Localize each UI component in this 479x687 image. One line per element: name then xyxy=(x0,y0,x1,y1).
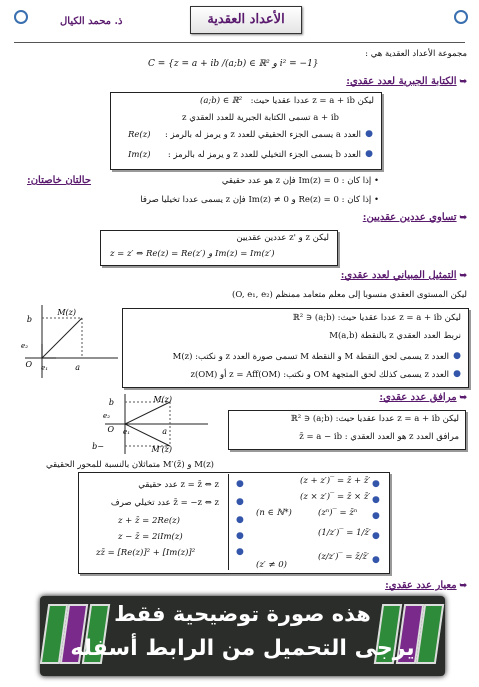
bullet-icon: ● xyxy=(372,555,380,565)
conjugate-line2: مرافق العدد z هو العدد العقدي : z̄ = a − ib xyxy=(299,432,459,442)
arrow-icon: ➥ xyxy=(459,271,467,281)
bullet-icon: ● xyxy=(365,129,373,139)
arrow-icon: ➥ xyxy=(459,393,467,403)
axis-label: e₂ xyxy=(103,412,110,420)
bullet-icon: ● xyxy=(453,369,461,379)
bullet-icon: ● xyxy=(236,515,244,525)
point-label: M(z) xyxy=(153,395,172,404)
property-condition-1: (n ∈ ℕ*) xyxy=(256,508,292,518)
bullet-icon: ● xyxy=(236,497,244,507)
property-condition-2: (z′ ≠ 0) xyxy=(256,560,287,570)
axis-label: O xyxy=(25,360,32,369)
section-header-modulus xyxy=(385,580,467,591)
axis-label: b xyxy=(108,398,114,407)
section-header-geometric xyxy=(341,270,467,281)
properties-divider xyxy=(228,474,229,570)
bullet-icon: ● xyxy=(365,149,373,159)
complex-plane-graph xyxy=(20,300,120,380)
section-header-algebraic xyxy=(346,76,467,87)
geometric-line1: ليكن z = a + ib عددا عقديا حيث: (a;b) ∈ ℝ² xyxy=(292,313,461,323)
bullet-icon: ● xyxy=(372,479,380,489)
special-case1: • إذا كان : Im(z) = 0 فإن z هو عدد حقيقي xyxy=(221,176,379,186)
section-header-special xyxy=(27,175,91,186)
bullet-icon: ● xyxy=(236,479,244,489)
banner-line1: هذه صورة توضيحية فقط xyxy=(114,602,371,626)
section-title: معيار عدد عقدي: xyxy=(385,580,457,591)
section-title: حالتان خاصتان: xyxy=(27,175,91,186)
property-left-2: z̄ = −z ⇔ z عدد تخيلي صرف xyxy=(110,498,219,508)
point-label: M(z) xyxy=(57,308,76,317)
axis-label: b xyxy=(26,315,32,324)
intro-label: مجموعة الأعداد العقدية هي : xyxy=(365,49,467,59)
intro-formula: C = {z = a + ib /(a;b) ∈ ℝ² و i² = −1} xyxy=(148,59,319,69)
section-title: مرافق عدد عقدي: xyxy=(379,392,457,403)
author-name: ذ. محمد الكيال xyxy=(60,16,123,27)
property-right-1: (z + z′)‾ = z̄ + z̄′ xyxy=(300,476,371,486)
algebraic-bullet2-math: Im(z) xyxy=(128,150,151,160)
axis-label: e₂ xyxy=(21,342,28,350)
bullet-icon: ● xyxy=(372,495,380,505)
property-left-3: z + z̄ = 2Re(z) xyxy=(118,516,180,526)
algebraic-bullet1-math: Re(z) xyxy=(128,130,151,140)
arrow-icon: ➥ xyxy=(459,213,467,223)
axis-label: O xyxy=(107,425,114,434)
algebraic-line2: a + ib تسمى الكتابة الجبرية للعدد العقدي z xyxy=(182,113,339,123)
bullet-icon: ● xyxy=(453,351,461,361)
corner-ornament-icon xyxy=(454,10,468,24)
property-right-4: (1/z′)‾ = 1/z̄′ xyxy=(318,528,371,538)
property-left-4: z − z̄ = 2iIm(z) xyxy=(118,532,183,542)
equality-line1: ليكن z و 'z عددين عقديين xyxy=(236,233,329,243)
conjugate-symmetry: M(z) و M′(z̄) متماثلان بالنسبة للمحور الحقيقي xyxy=(46,460,215,470)
property-left-5: zz̄ = [Re(z)]² + [Im(z)]² xyxy=(96,548,196,558)
axis-label: a xyxy=(75,363,80,372)
axis-label: e₁ xyxy=(41,364,48,372)
geometric-line2: نربط العدد العقدي z بالنقطة M(a,b) xyxy=(329,331,461,341)
property-left-1: z = z̄ ⇔ z عدد حقيقي xyxy=(138,480,219,490)
property-right-5: (z/z′)‾ = z̄/z̄′ xyxy=(318,552,369,562)
algebraic-bullet2: العدد b يسمى الجزء التخيلي للعدد z و يرمز له بالرمز : xyxy=(167,150,361,160)
section-title: الكتابة الجبرية لعدد عقدي: xyxy=(346,76,457,87)
section-title: تساوي عددين عقديين: xyxy=(362,212,457,223)
section-header-conjugate xyxy=(379,392,467,403)
bullet-icon: ● xyxy=(236,547,244,557)
header-divider xyxy=(14,42,465,43)
geometric-bullet2: العدد z يسمى كذلك لحق المتجهة OM و نكتب: z = Aff(OM) أو (OM)z xyxy=(190,370,449,380)
bullet-icon: ● xyxy=(372,531,380,541)
algebraic-line1-math: (a;b) ∈ ℝ² xyxy=(200,96,243,106)
corner-ornament-icon xyxy=(14,10,28,24)
conjugate-line1: ليكن z = a + ib عددا عقديا حيث: (a;b) ∈ ℝ² xyxy=(290,414,459,424)
axis-label: e₁ xyxy=(123,428,130,436)
property-right-2: (z × z′)‾ = z̄ × z̄′ xyxy=(300,492,371,502)
geometric-intro: ليكن المستوى العقدي منسوبا إلى معلم متعامد ممنظم (O, e₁, e₂) xyxy=(232,290,467,300)
axis-label: a xyxy=(162,427,167,436)
point-label: M′(z̄) xyxy=(151,445,172,454)
algebraic-bullet1: العدد a يسمى الجزء الحقيقي للعدد z و يرمز له بالرمز : xyxy=(164,130,361,140)
arrow-icon: ➥ xyxy=(459,581,467,591)
algebraic-line1: ليكن z = a + ib عددا عقديا حيث: xyxy=(250,96,374,106)
arrow-icon: ➥ xyxy=(459,77,467,87)
bullet-icon: ● xyxy=(372,511,380,521)
axis-label: −b xyxy=(92,442,104,451)
section-title: التمثيل المبياني لعدد عقدي: xyxy=(340,270,457,281)
special-case2: • إذا كان : Re(z) = 0 و Im(z) ≠ 0 فإن z يسمى عددا تخيليا صرفا xyxy=(140,195,379,205)
equality-line2: z = z′ ⇔ Re(z) = Re(z′) و Im(z) = Im(z′) xyxy=(110,249,275,259)
conjugate-graph xyxy=(92,392,210,457)
page-title: الأعداد العقدية xyxy=(190,6,302,34)
section-header-equality xyxy=(363,212,467,223)
geometric-bullet1: العدد z يسمى لحق النقطة M و النقطة M تسمى صورة العدد z و نكتب: M(z) xyxy=(172,352,449,362)
bullet-icon: ● xyxy=(236,531,244,541)
property-right-3: (zⁿ)‾ = z̄ⁿ xyxy=(318,508,358,518)
banner-line2: يرجى التحميل من الرابط أسفله xyxy=(70,636,415,661)
